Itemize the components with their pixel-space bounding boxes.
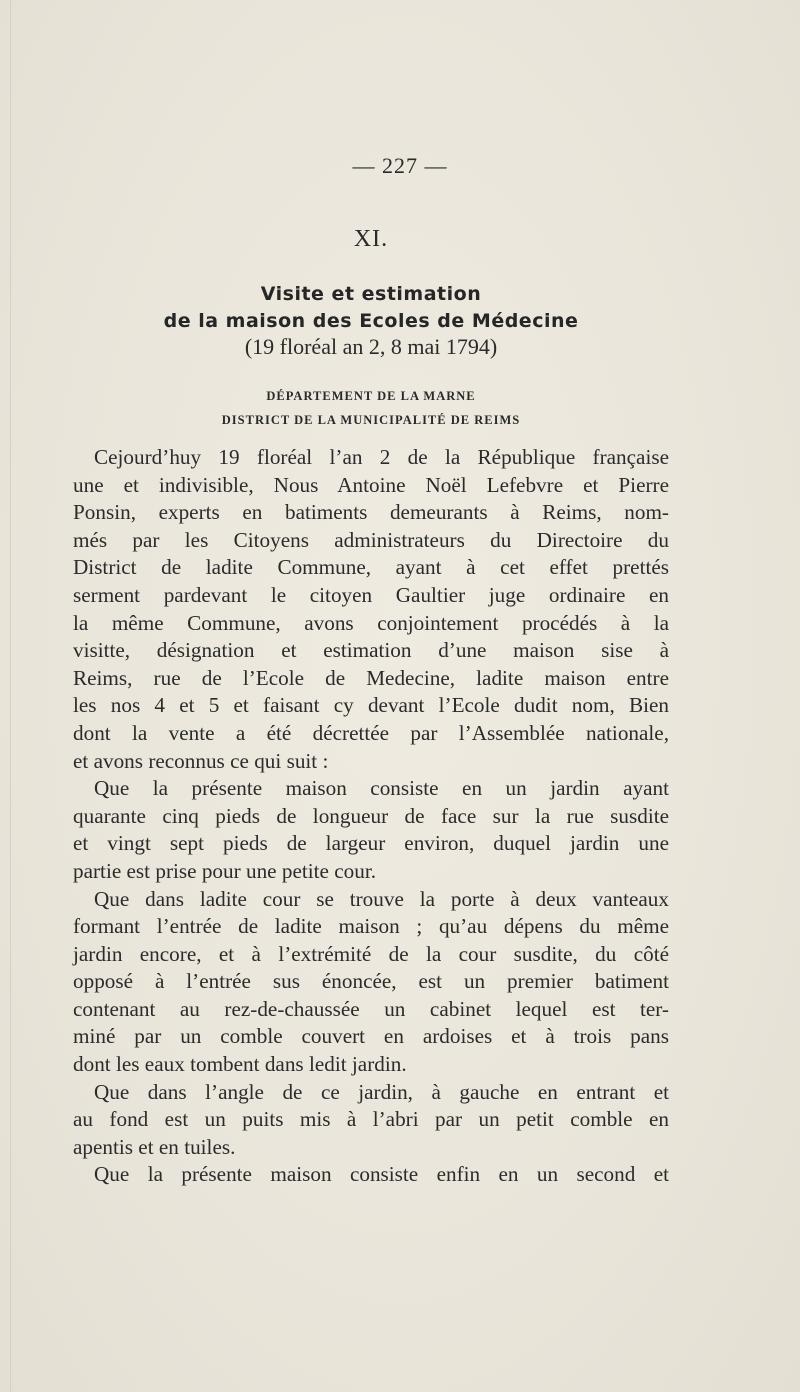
text-line: Que la présente maison consiste enfin en un second et xyxy=(94,1162,669,1187)
text-line: opposé à l’entrée sus énoncée, est un premier batiment xyxy=(73,969,669,994)
text-line: la même Commune, avons conjointement procédés à la xyxy=(73,610,669,635)
text-line: quarante cinq pieds de longueur de face sur la rue susdite xyxy=(73,803,669,828)
text-line: les nos 4 et 5 et faisant cy devant l’Ecole dudit nom, Bien xyxy=(73,693,669,718)
text-line: Ponsin, experts en batiments demeurants à Reims, nom- xyxy=(73,500,669,525)
header-department: DÉPARTEMENT DE LA MARNE xyxy=(266,389,476,403)
title-line-2: de la maison des Ecoles de Médecine xyxy=(163,310,579,332)
chapter-number: XI. xyxy=(353,226,389,252)
text-line: Que la présente maison consiste en un jardin ayant xyxy=(94,776,669,801)
page-number: — 227 — xyxy=(352,153,448,178)
text-line: visitte, désignation et estimation d’une maison sise à xyxy=(73,638,669,663)
text-line: partie est prise pour une petite cour. xyxy=(73,858,376,883)
text-line: Cejourd’huy 19 floréal l’an 2 de la République française xyxy=(94,445,669,469)
text-line: Que dans l’angle de ce jardin, à gauche en entrant et xyxy=(94,1079,669,1104)
text-line: miné par un comble couvert en ardoises et à trois pans xyxy=(73,1024,669,1049)
body-text xyxy=(73,444,669,1189)
text-line: au fond est un puits mis à l’abri par un petit comble en xyxy=(73,1107,669,1132)
text-line: dont la vente a été décrettée par l’Assemblée nationale, xyxy=(73,720,669,745)
text-line: més par les Citoyens administrateurs du Directoire du xyxy=(73,527,669,552)
text-line: contenant au rez-de-chaussée un cabinet lequel est ter- xyxy=(73,996,669,1021)
text-line: apentis et en tuiles. xyxy=(73,1134,236,1159)
text-line: et avons reconnus ce qui suit : xyxy=(73,748,329,773)
text-line: jardin encore, et à l’extrémité de la cour susdite, du côté xyxy=(73,941,669,966)
text-line: Que dans ladite cour se trouve la porte à deux vanteaux xyxy=(94,886,669,911)
text-line: serment pardevant le citoyen Gaultier juge ordinaire en xyxy=(73,582,669,607)
title-date: (19 floréal an 2, 8 mai 1794) xyxy=(244,334,498,359)
text-line: formant l’entrée de ladite maison ; qu’au dépens du même xyxy=(73,914,669,939)
text-line: Reims, rue de l’Ecole de Medecine, ladite maison entre xyxy=(73,665,669,690)
text-line: dont les eaux tombent dans ledit jardin. xyxy=(73,1052,407,1077)
text-line: et vingt sept pieds de largeur environ, duquel jardin une xyxy=(73,831,669,856)
header-district: DISTRICT DE LA MUNICIPALITÉ DE REIMS xyxy=(221,413,521,427)
page-edge xyxy=(10,0,11,1392)
text-line: une et indivisible, Nous Antoine Noël Lefebvre et Pierre xyxy=(73,472,669,497)
text-line: District de ladite Commune, ayant à cet effet prettés xyxy=(73,555,669,580)
title-line-1: Visite et estimation xyxy=(260,283,482,305)
